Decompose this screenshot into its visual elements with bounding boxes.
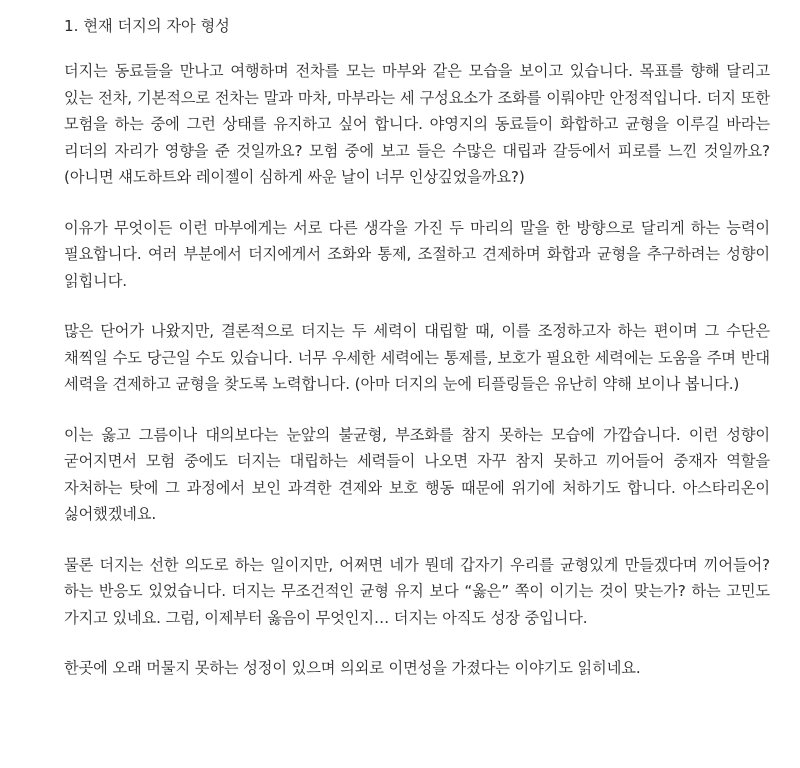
document-body — [64, 14, 770, 706]
paragraph-ability: 이유가 무엇이든 이런 마부에게는 서로 다른 생각을 가진 두 마리의 말을 한 방향으로 달리게 하는 능력이 필요합니다. 여러 부분에서 더지에게서 조화와 통제, 조절하고 견제하며 화합과 균형을 추구하려는 성향이 읽힙니다. — [64, 218, 770, 290]
section-heading: 1. 현재 더지의 자아 형성 — [64, 17, 230, 35]
paragraph-balance: 많은 단어가 나왔지만, 결론적으로 더지는 두 세력이 대립할 때, 이를 조정하고자 하는 편이며 그 수단은 채찍일 수도 당근일 수도 있습니다. 너무 우세한 세력에는 통제를, 보호가 필요한 세력에는 도움을 주며 반대 세력을 견제하고 균형을 찾도록 노력합니다. (아마 더지의 눈에 티플링들은 유난히 약해 보이나 봅니다.) — [64, 322, 770, 393]
paragraph-duality: 한곳에 오래 머물지 못하는 성정이 있으며 의외로 이면성을 가졌다는 이야기도 읽히네요. — [64, 659, 641, 677]
paragraph-growth: 물론 더지는 선한 의도로 하는 일이지만, 어쩌면 네가 뭔데 갑자기 우리를 균형있게 만들겠다며 끼어들어? 하는 반응도 있었습니다. 더지는 무조건적인 균형 유지 보다 “옳은” 쪽이 이기는 것이 맞는가? 하는 고민도 가지고 있네요. 그럼, 이제부터 옳음이 무엇인지… 더지는 아직도 성장 중입니다. — [64, 555, 770, 627]
paragraph-mediator: 이는 옳고 그름이나 대의보다는 눈앞의 불균형, 부조화를 참지 못하는 모습에 가깝습니다. 이런 성향이 굳어지면서 모험 중에도 더지는 대립하는 세력들이 나오면 자꾸 참지 못하고 끼어들어 중재자 역할을 자처하는 탓에 그 과정에서 보인 과격한 견제와 보호 행동 때문에 위기에 처하기도 합니다. 아스타리온이 싫어했겠네요. — [64, 425, 770, 523]
paragraph-charioteer: 더지는 동료들을 만나고 여행하며 전차를 모는 마부와 같은 모습을 보이고 있습니다. 목표를 향해 달리고 있는 전차, 기본적으로 전차는 말과 마차, 마부라는 세 구성요소가 조화를 이뤄야만 안정적입니다. 더지 또한 모험을 하는 중에 그런 상태를 유지하고 싶어 합니다. 야영지의 동료들이 화합하고 균형을 이루길 바라는 리더의 자리가 영향을 준 것일까요? 모험 중에 보고 들은 수많은 대립과 갈등에서 피로를 느낀 것일까요? (아니면 섀도하트와 레이젤이 심하게 싸운 날이 너무 인상깊었을까요?) — [64, 62, 770, 186]
